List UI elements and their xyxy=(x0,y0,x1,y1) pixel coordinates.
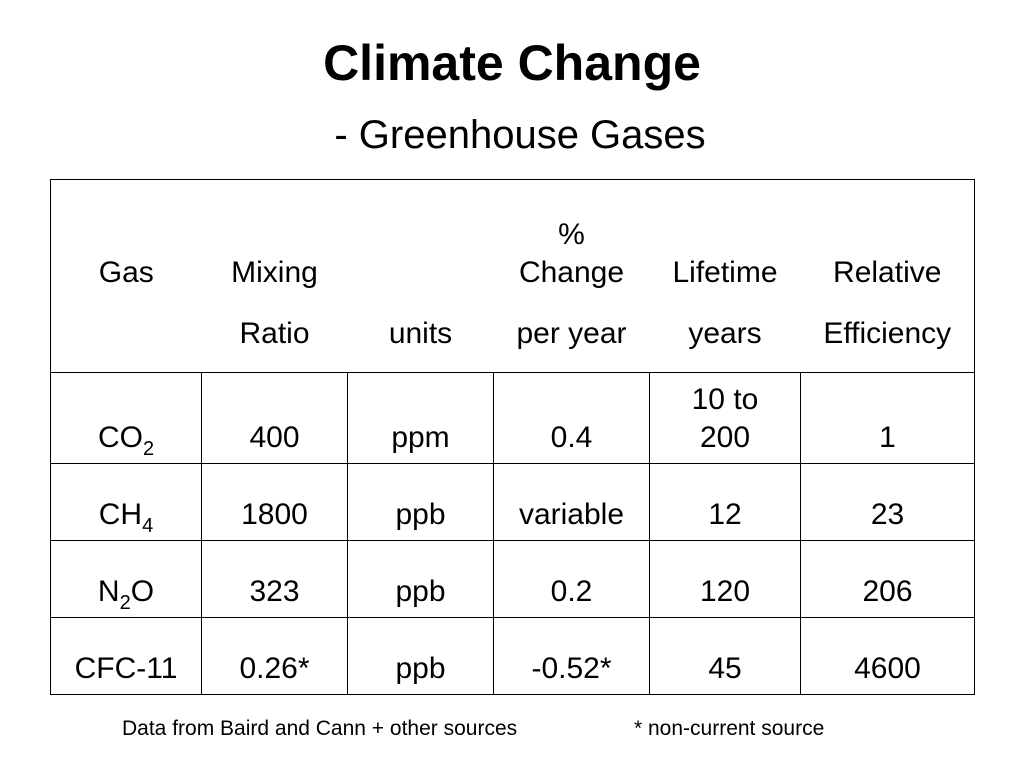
header-cell-gas xyxy=(51,180,202,373)
units-cell: ppb xyxy=(348,464,494,541)
header-bottom: units xyxy=(388,317,453,350)
units-cell: ppb xyxy=(348,618,494,695)
header-cell-relative-efficiency xyxy=(801,180,975,373)
table-row xyxy=(51,373,975,464)
lifetime-cell: 10 to 200 xyxy=(650,373,801,464)
gas-cell: CFC-11 xyxy=(51,618,202,695)
units-cell: ppb xyxy=(348,541,494,618)
slide-title: Climate Change xyxy=(323,35,701,91)
header-bottom: Ratio xyxy=(239,317,310,350)
header-top: % xyxy=(558,218,585,251)
change-cell: -0.52* xyxy=(494,618,650,695)
lifetime-cell: 45 xyxy=(650,618,801,695)
change-cell: 0.2 xyxy=(494,541,650,618)
mixing-ratio-cell: 400 xyxy=(202,373,348,464)
table-row xyxy=(51,618,975,695)
efficiency-cell: 1 xyxy=(801,373,975,464)
units-cell: ppm xyxy=(348,373,494,464)
mixing-ratio-cell: 1800 xyxy=(202,464,348,541)
mixing-ratio-cell: 323 xyxy=(202,541,348,618)
header-mid: Change xyxy=(518,256,625,289)
efficiency-cell: 206 xyxy=(801,541,975,618)
gas-cell: $CO_2$ xyxy=(51,373,202,464)
mixing-ratio-cell: 0.26* xyxy=(202,618,348,695)
change-cell: variable xyxy=(494,464,650,541)
header-cell-percent-change xyxy=(494,180,650,373)
source-note: Data from Baird and Cann + other sources xyxy=(122,717,518,740)
header-cell-units xyxy=(348,180,494,373)
header-mid: Relative xyxy=(833,256,942,289)
header-mid: Gas xyxy=(98,256,154,289)
table-header-row xyxy=(51,180,975,373)
header-mid: Mixing xyxy=(231,256,318,289)
header-bottom: Efficiency xyxy=(823,317,952,350)
header-cell-mixing-ratio xyxy=(202,180,348,373)
header-bottom: years xyxy=(688,317,762,350)
header-cell-lifetime xyxy=(650,180,801,373)
lifetime-cell: 12 xyxy=(650,464,801,541)
greenhouse-gas-table xyxy=(50,179,975,695)
efficiency-cell: 4600 xyxy=(801,618,975,695)
lifetime-cell: 120 xyxy=(650,541,801,618)
gas-cell: $CH_4$ xyxy=(51,464,202,541)
table-row xyxy=(51,464,975,541)
slide-subtitle: - Greenhouse Gases xyxy=(334,113,706,157)
non-current-note: * non-current source xyxy=(634,717,825,740)
efficiency-cell: 23 xyxy=(801,464,975,541)
header-bottom: per year xyxy=(516,317,627,350)
header-mid: Lifetime xyxy=(672,256,778,289)
table-row xyxy=(51,541,975,618)
gas-cell: $N_2O$ xyxy=(51,541,202,618)
change-cell: 0.4 xyxy=(494,373,650,464)
